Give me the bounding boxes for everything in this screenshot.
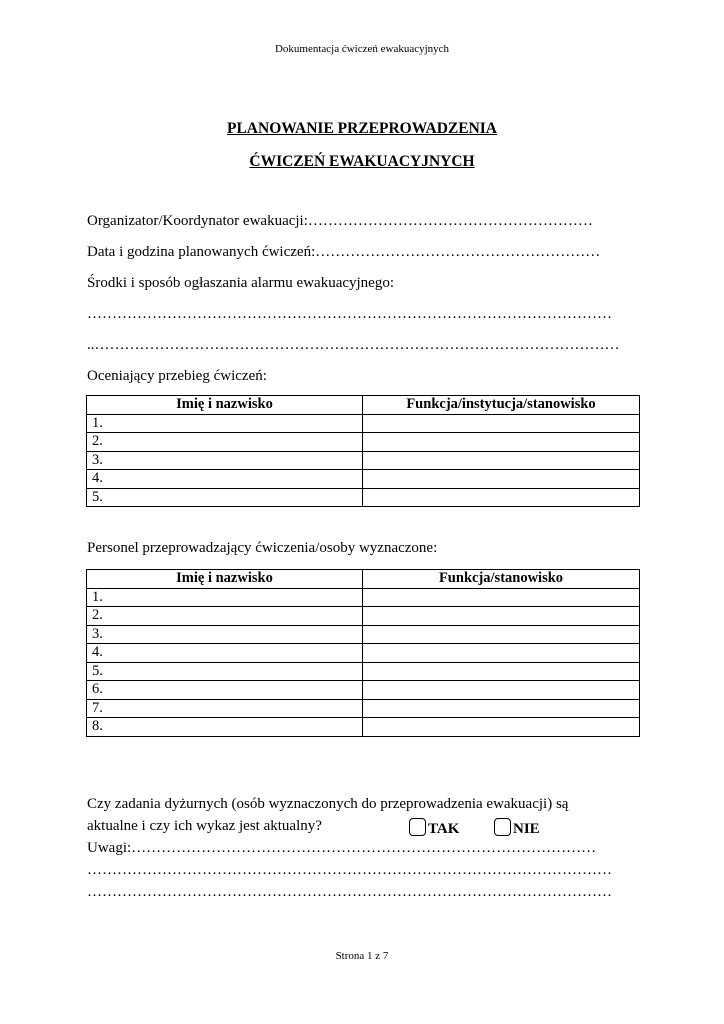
row-function-cell[interactable] [363, 588, 640, 607]
option-yes[interactable] [409, 818, 459, 838]
row-function-cell[interactable] [363, 607, 640, 626]
option-yes-label: TAK [428, 821, 460, 837]
option-no[interactable] [494, 818, 540, 838]
option-no-label: NIE [513, 821, 540, 837]
row-number[interactable]: 1. [87, 414, 363, 433]
table2-header-name: Imię i nazwisko [87, 570, 363, 589]
row-function-cell[interactable] [363, 414, 640, 433]
evaluators-table [86, 395, 640, 507]
row-number[interactable]: 2. [87, 607, 363, 626]
row-function-cell[interactable] [363, 433, 640, 452]
evaluators-label: Oceniający przebieg ćwiczeń: [87, 368, 267, 384]
row-number[interactable]: 1. [87, 588, 363, 607]
row-number[interactable]: 4. [87, 644, 363, 663]
row-function-cell[interactable] [363, 470, 640, 489]
row-number[interactable]: 2. [87, 433, 363, 452]
table-row [87, 718, 640, 737]
page-title-line2: ĆWICZEŃ EWAKUACYJNYCH [249, 153, 475, 170]
row-number[interactable]: 8. [87, 718, 363, 737]
row-function-cell[interactable] [363, 488, 640, 507]
row-number[interactable]: 3. [87, 451, 363, 470]
table-row [87, 414, 640, 433]
row-number[interactable]: 7. [87, 699, 363, 718]
question-line2: aktualne i czy ich wykaz jest aktualny? [87, 818, 322, 834]
row-function-cell[interactable] [363, 625, 640, 644]
notes-line-1[interactable]: …………………………………………………………………………………………… [87, 862, 612, 878]
table-row [87, 451, 640, 470]
page-footer: Strona 1 z 7 [335, 950, 389, 962]
table-row [87, 470, 640, 489]
organizer-field[interactable]: Organizator/Koordynator ewakuacji:………………………………………………… [87, 213, 593, 229]
table-row [87, 488, 640, 507]
row-number[interactable]: 3. [87, 625, 363, 644]
row-number[interactable]: 4. [87, 470, 363, 489]
table1-header-function: Funkcja/instytucja/stanowisko [363, 396, 640, 415]
row-number[interactable]: 6. [87, 681, 363, 700]
notes-line-2[interactable]: …………………………………………………………………………………………… [87, 884, 612, 900]
row-function-cell[interactable] [363, 662, 640, 681]
table-row [87, 607, 640, 626]
row-function-cell[interactable] [363, 451, 640, 470]
page-header: Dokumentacja ćwiczeń ewakuacyjnych [274, 43, 450, 55]
row-function-cell[interactable] [363, 681, 640, 700]
table-row [87, 433, 640, 452]
table-row [87, 699, 640, 718]
yes-checkbox[interactable] [409, 818, 426, 836]
alarm-label: Środki i sposób ogłaszania alarmu ewakuacyjnego: [87, 275, 395, 291]
table-row [87, 625, 640, 644]
table-row [87, 681, 640, 700]
page-title-line1: PLANOWANIE PRZEPROWADZENIA [227, 120, 497, 137]
personnel-label: Personel przeprowadzający ćwiczenia/osoby wyznaczone: [87, 540, 438, 556]
no-checkbox[interactable] [494, 818, 511, 836]
personnel-table [86, 569, 640, 737]
row-number[interactable]: 5. [87, 488, 363, 507]
notes-field[interactable]: Uwagi:………………………………………………………………………………… [87, 840, 597, 856]
table-row [87, 644, 640, 663]
alarm-line-2[interactable]: ..…………………………………………………………………………………………… [87, 337, 620, 353]
row-function-cell[interactable] [363, 718, 640, 737]
table2-header-function: Funkcja/stanowisko [363, 570, 640, 589]
datetime-field[interactable]: Data i godzina planowanych ćwiczeń:………………………………………………… [87, 244, 601, 260]
table-row [87, 662, 640, 681]
row-function-cell[interactable] [363, 699, 640, 718]
table-row [87, 588, 640, 607]
alarm-line-1[interactable]: …………………………………………………………………………………………… [87, 306, 612, 322]
question-line1: Czy zadania dyżurnych (osób wyznaczonych do przeprowadzenia ewakuacji) są [87, 796, 569, 812]
row-number[interactable]: 5. [87, 662, 363, 681]
row-function-cell[interactable] [363, 644, 640, 663]
table1-header-name: Imię i nazwisko [87, 396, 363, 415]
